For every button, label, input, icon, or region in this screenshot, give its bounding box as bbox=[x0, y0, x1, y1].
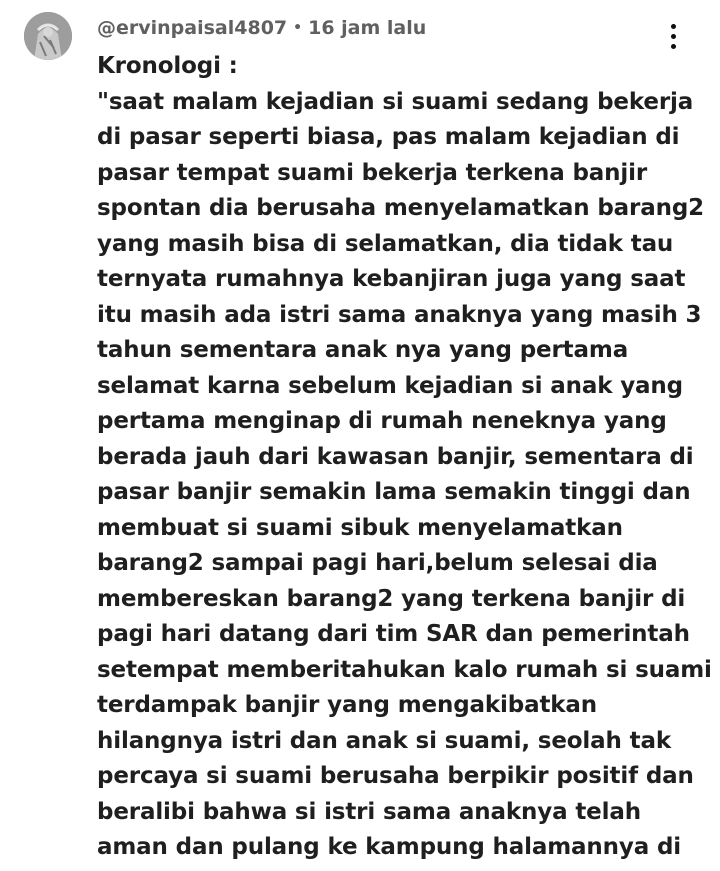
comment-line: tahun sementara anak nya yang pertama bbox=[97, 337, 629, 363]
more-vertical-icon bbox=[671, 24, 676, 29]
comment-line: selamat karna sebelum kejadian si anak yang bbox=[97, 372, 683, 399]
user-avatar-icon[interactable] bbox=[24, 12, 72, 60]
comment-line: itu masih ada istri sama anaknya yang masih 3 bbox=[97, 301, 702, 328]
comment-line: pasar tempat suami bekerja terkena banjir bbox=[97, 159, 648, 186]
separator-dot: • bbox=[293, 20, 303, 36]
comment-line: beralibi bahwa si istri sama anaknya telah bbox=[97, 798, 641, 825]
comment-line: membuat si suami sibuk menyelamatkan bbox=[97, 514, 623, 541]
comment-line: ternyata rumahnya kebanjiran juga yang saat bbox=[97, 266, 686, 292]
more-vertical-icon bbox=[671, 34, 676, 39]
comment-line: pasar banjir semakin lama semakin tinggi dan bbox=[97, 479, 691, 505]
comment-line: hilangnya istri dan anak si suami, seolah tak bbox=[97, 727, 671, 754]
comment-line: Kronologi : bbox=[97, 53, 238, 79]
comment-line: terdampak banjir yang mengakibatkan bbox=[97, 692, 598, 718]
comment-line: yang masih bisa di selamatkan, dia tidak tau bbox=[97, 230, 674, 257]
comment-line: pertama menginap di rumah neneknya yang bbox=[97, 408, 667, 434]
comment-text bbox=[97, 49, 712, 866]
comment-header bbox=[97, 14, 426, 42]
comment-line: setempat memberitahukan kalo rumah si suami bbox=[97, 656, 712, 683]
comment-line: pagi hari datang dari tim SAR dan pemerintah bbox=[97, 621, 690, 647]
comment-line: spontan dia berusaha menyelamatkan barang2 bbox=[97, 195, 704, 221]
author-name[interactable]: @ervinpaisal4807 bbox=[97, 17, 288, 39]
comment-line: percaya si suami berusaha berpikir positif dan bbox=[97, 763, 694, 789]
comment-line: membereskan barang2 yang terkena banjir di bbox=[97, 585, 686, 612]
comment-line: "saat malam kejadian si suami sedang bekerja bbox=[97, 88, 694, 115]
comment-timestamp[interactable]: 16 jam lalu bbox=[308, 17, 427, 39]
comment-line: berada jauh dari kawasan banjir, sementara di bbox=[97, 443, 694, 470]
comment-line: di pasar seperti biasa, pas malam kejadian di bbox=[97, 124, 680, 150]
more-vertical-icon bbox=[671, 44, 676, 49]
comment-line: aman dan pulang ke kampung halamannya di bbox=[97, 834, 681, 860]
comment-line: barang2 sampai pagi hari,belum selesai dia bbox=[97, 550, 658, 576]
